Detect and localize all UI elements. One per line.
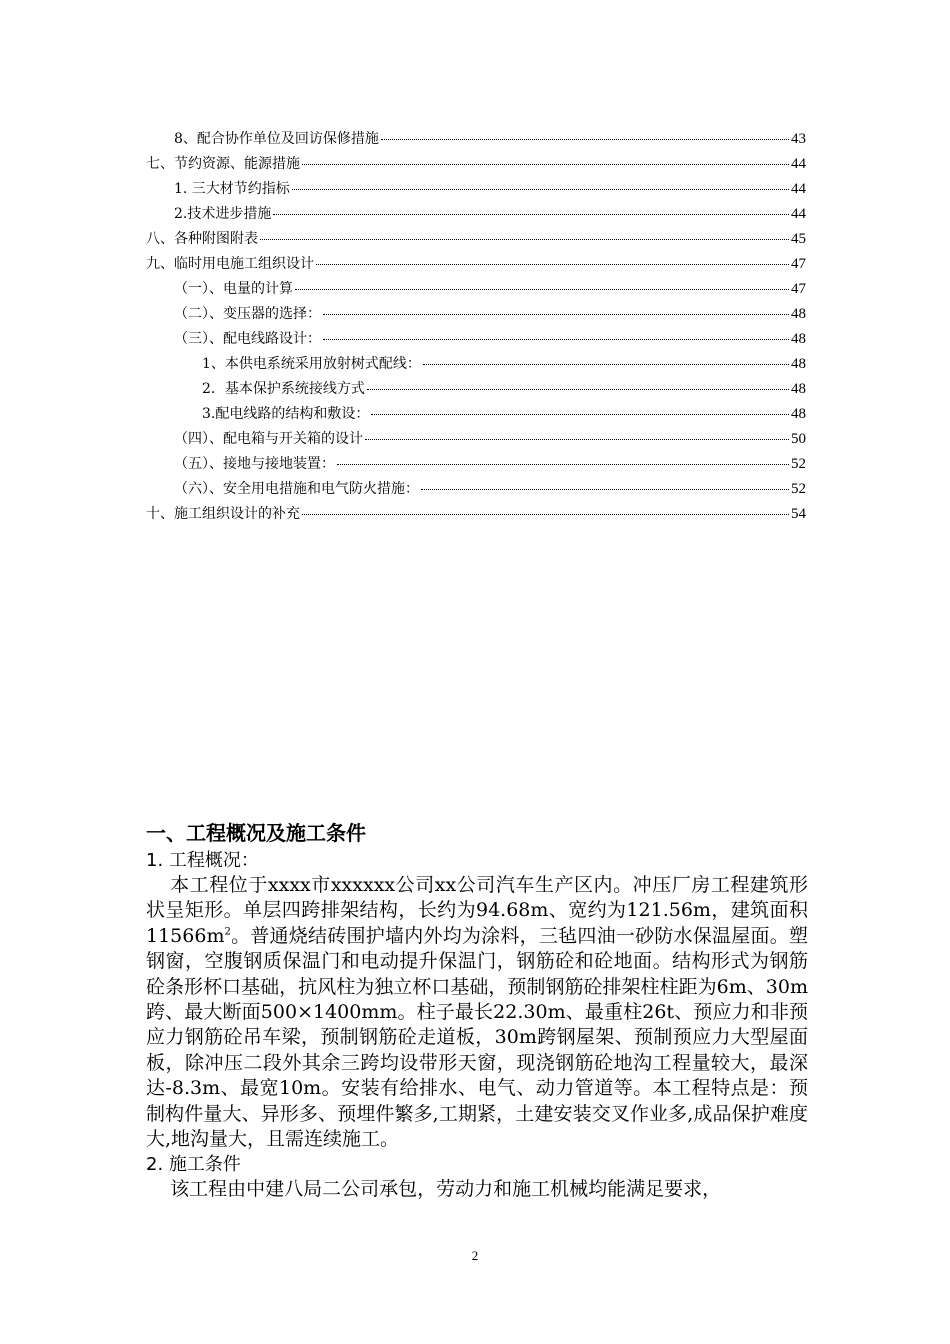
toc-leader-dots xyxy=(292,189,789,190)
toc-entry-page: 47 xyxy=(791,256,806,272)
toc-entry-title: （一）、电量的计算 xyxy=(174,281,293,297)
toc-entry[interactable] xyxy=(146,178,806,203)
toc-entry-page: 44 xyxy=(791,206,806,222)
toc-entry[interactable] xyxy=(146,303,806,328)
toc-entry-page: 45 xyxy=(791,231,806,247)
subsection-heading-overview: 1. 工程概况： xyxy=(146,850,259,871)
toc-entry-page: 54 xyxy=(791,506,806,522)
toc-entry-title: 2．基本保护系统接线方式 xyxy=(202,381,365,397)
toc-leader-dots xyxy=(365,439,789,440)
overview-text-part1: 本工程位于xxxx市xxxxxx公司xx公司汽车生产区内。冲压厂房工程建筑形状呈矩形。单层四跨排架结构，长约为94.68m、宽约为121.56m，建筑面积11566m xyxy=(146,874,808,947)
superscript-two: 2 xyxy=(224,926,231,938)
document-body xyxy=(146,818,808,1202)
toc-entry-page: 50 xyxy=(791,431,806,447)
page-number: 2 xyxy=(471,1248,479,1263)
toc-entry-title: （二）、变压器的选择： xyxy=(174,306,321,322)
toc-leader-dots xyxy=(302,514,789,515)
toc-leader-dots xyxy=(323,314,789,315)
toc-leader-dots xyxy=(323,339,789,340)
toc-entry[interactable] xyxy=(146,278,806,303)
toc-leader-dots xyxy=(260,239,789,240)
toc-entry[interactable] xyxy=(146,353,806,378)
toc-entry[interactable] xyxy=(146,478,806,503)
toc-entry-title: 3.配电线路的结构和敷设： xyxy=(202,406,370,422)
toc-entry-page: 44 xyxy=(791,181,806,197)
toc-leader-dots xyxy=(316,264,789,265)
toc-entry-page: 47 xyxy=(791,281,806,297)
toc-entry-title: 九、临时用电施工组织设计 xyxy=(146,256,314,272)
toc-entry-title: 1、本供电系统采用放射树式配线： xyxy=(202,356,421,372)
toc-entry-page: 48 xyxy=(791,381,806,397)
toc-entry-page: 52 xyxy=(791,456,806,472)
toc-entry-page: 48 xyxy=(791,406,806,422)
toc-entry[interactable] xyxy=(146,153,806,178)
toc-entry[interactable] xyxy=(146,253,806,278)
toc-entry-page: 44 xyxy=(791,156,806,172)
conditions-paragraph: 该工程由中建八局二公司承包，劳动力和施工机械均能满足要求， xyxy=(170,1178,722,1201)
toc-entry[interactable] xyxy=(146,453,806,478)
toc-entry-title: 1. 三大材节约指标 xyxy=(174,181,290,197)
toc-entry-title: （五）、接地与接地装置： xyxy=(174,456,335,472)
overview-paragraph xyxy=(146,873,808,1152)
toc-leader-dots xyxy=(421,489,789,490)
toc-leader-dots xyxy=(273,214,789,215)
toc-entry-page: 52 xyxy=(791,481,806,497)
toc-entry[interactable] xyxy=(146,403,806,428)
toc-entry[interactable] xyxy=(146,328,806,353)
toc-entry-page: 48 xyxy=(791,306,806,322)
overview-text-part2: 。普通烧结砖围护墙内外均为涂料，三毡四油一砂防水保温屋面。塑钢窗，空腹钢质保温门和电动提升保温门，钢筋砼和砼地面。结构形式为钢筋砼条形杯口基础，抗风柱为独立杯口基础，预制钢筋砼排架柱柱距为6m、30m跨、最大断面500×1400mm。柱子最长22.30m、最重柱26t、预应力和非预应力钢筋砼吊车梁，预制钢筋砼走道板，30m跨钢屋架、预制预应力大型屋面板，除冲压二段外其余三跨均设带形天窗，现浇钢筋砼地沟工程量较大，最深达-8.3m、最宽10m。安装有给排水、电气、动力管道等。本工程特点是：预制构件量大、异形多、预埋件繁多,工期紧，土建安装交叉作业多,成品保护难度大,地沟量大，且需连续施工。 xyxy=(146,924,808,1151)
toc-entry[interactable] xyxy=(146,128,806,153)
subsection-heading-conditions: 2. 施工条件 xyxy=(146,1154,241,1176)
section-heading: 一、工程概况及施工条件 xyxy=(146,821,366,845)
toc-entry-title: （六）、安全用电措施和电气防火措施： xyxy=(174,481,419,497)
toc-entry-title: （四）、配电箱与开关箱的设计 xyxy=(174,431,363,447)
toc-leader-dots xyxy=(367,389,789,390)
toc-entry-title: 十、施工组织设计的补充 xyxy=(146,506,300,522)
toc-entry-page: 43 xyxy=(791,131,806,147)
toc-leader-dots xyxy=(337,464,789,465)
toc-leader-dots xyxy=(295,289,789,290)
toc-entry-title: 八、各种附图附表 xyxy=(146,231,258,247)
toc-entry[interactable] xyxy=(146,503,806,528)
toc-entry-title: 8、配合协作单位及回访保修措施 xyxy=(174,131,379,147)
toc-entry[interactable] xyxy=(146,428,806,453)
toc-entry-page: 48 xyxy=(791,331,806,347)
toc-entry-page: 48 xyxy=(791,356,806,372)
toc-leader-dots xyxy=(302,164,789,165)
toc-leader-dots xyxy=(423,364,789,365)
toc-leader-dots xyxy=(381,139,789,140)
toc-entry[interactable] xyxy=(146,203,806,228)
toc-entry-title: （三）、配电线路设计： xyxy=(174,331,321,347)
toc-entry-title: 2.技术进步措施 xyxy=(174,206,272,222)
table-of-contents xyxy=(146,128,806,528)
toc-entry[interactable] xyxy=(146,228,806,253)
toc-entry[interactable] xyxy=(146,378,806,403)
toc-leader-dots xyxy=(371,414,789,415)
toc-entry-title: 七、节约资源、能源措施 xyxy=(146,156,300,172)
